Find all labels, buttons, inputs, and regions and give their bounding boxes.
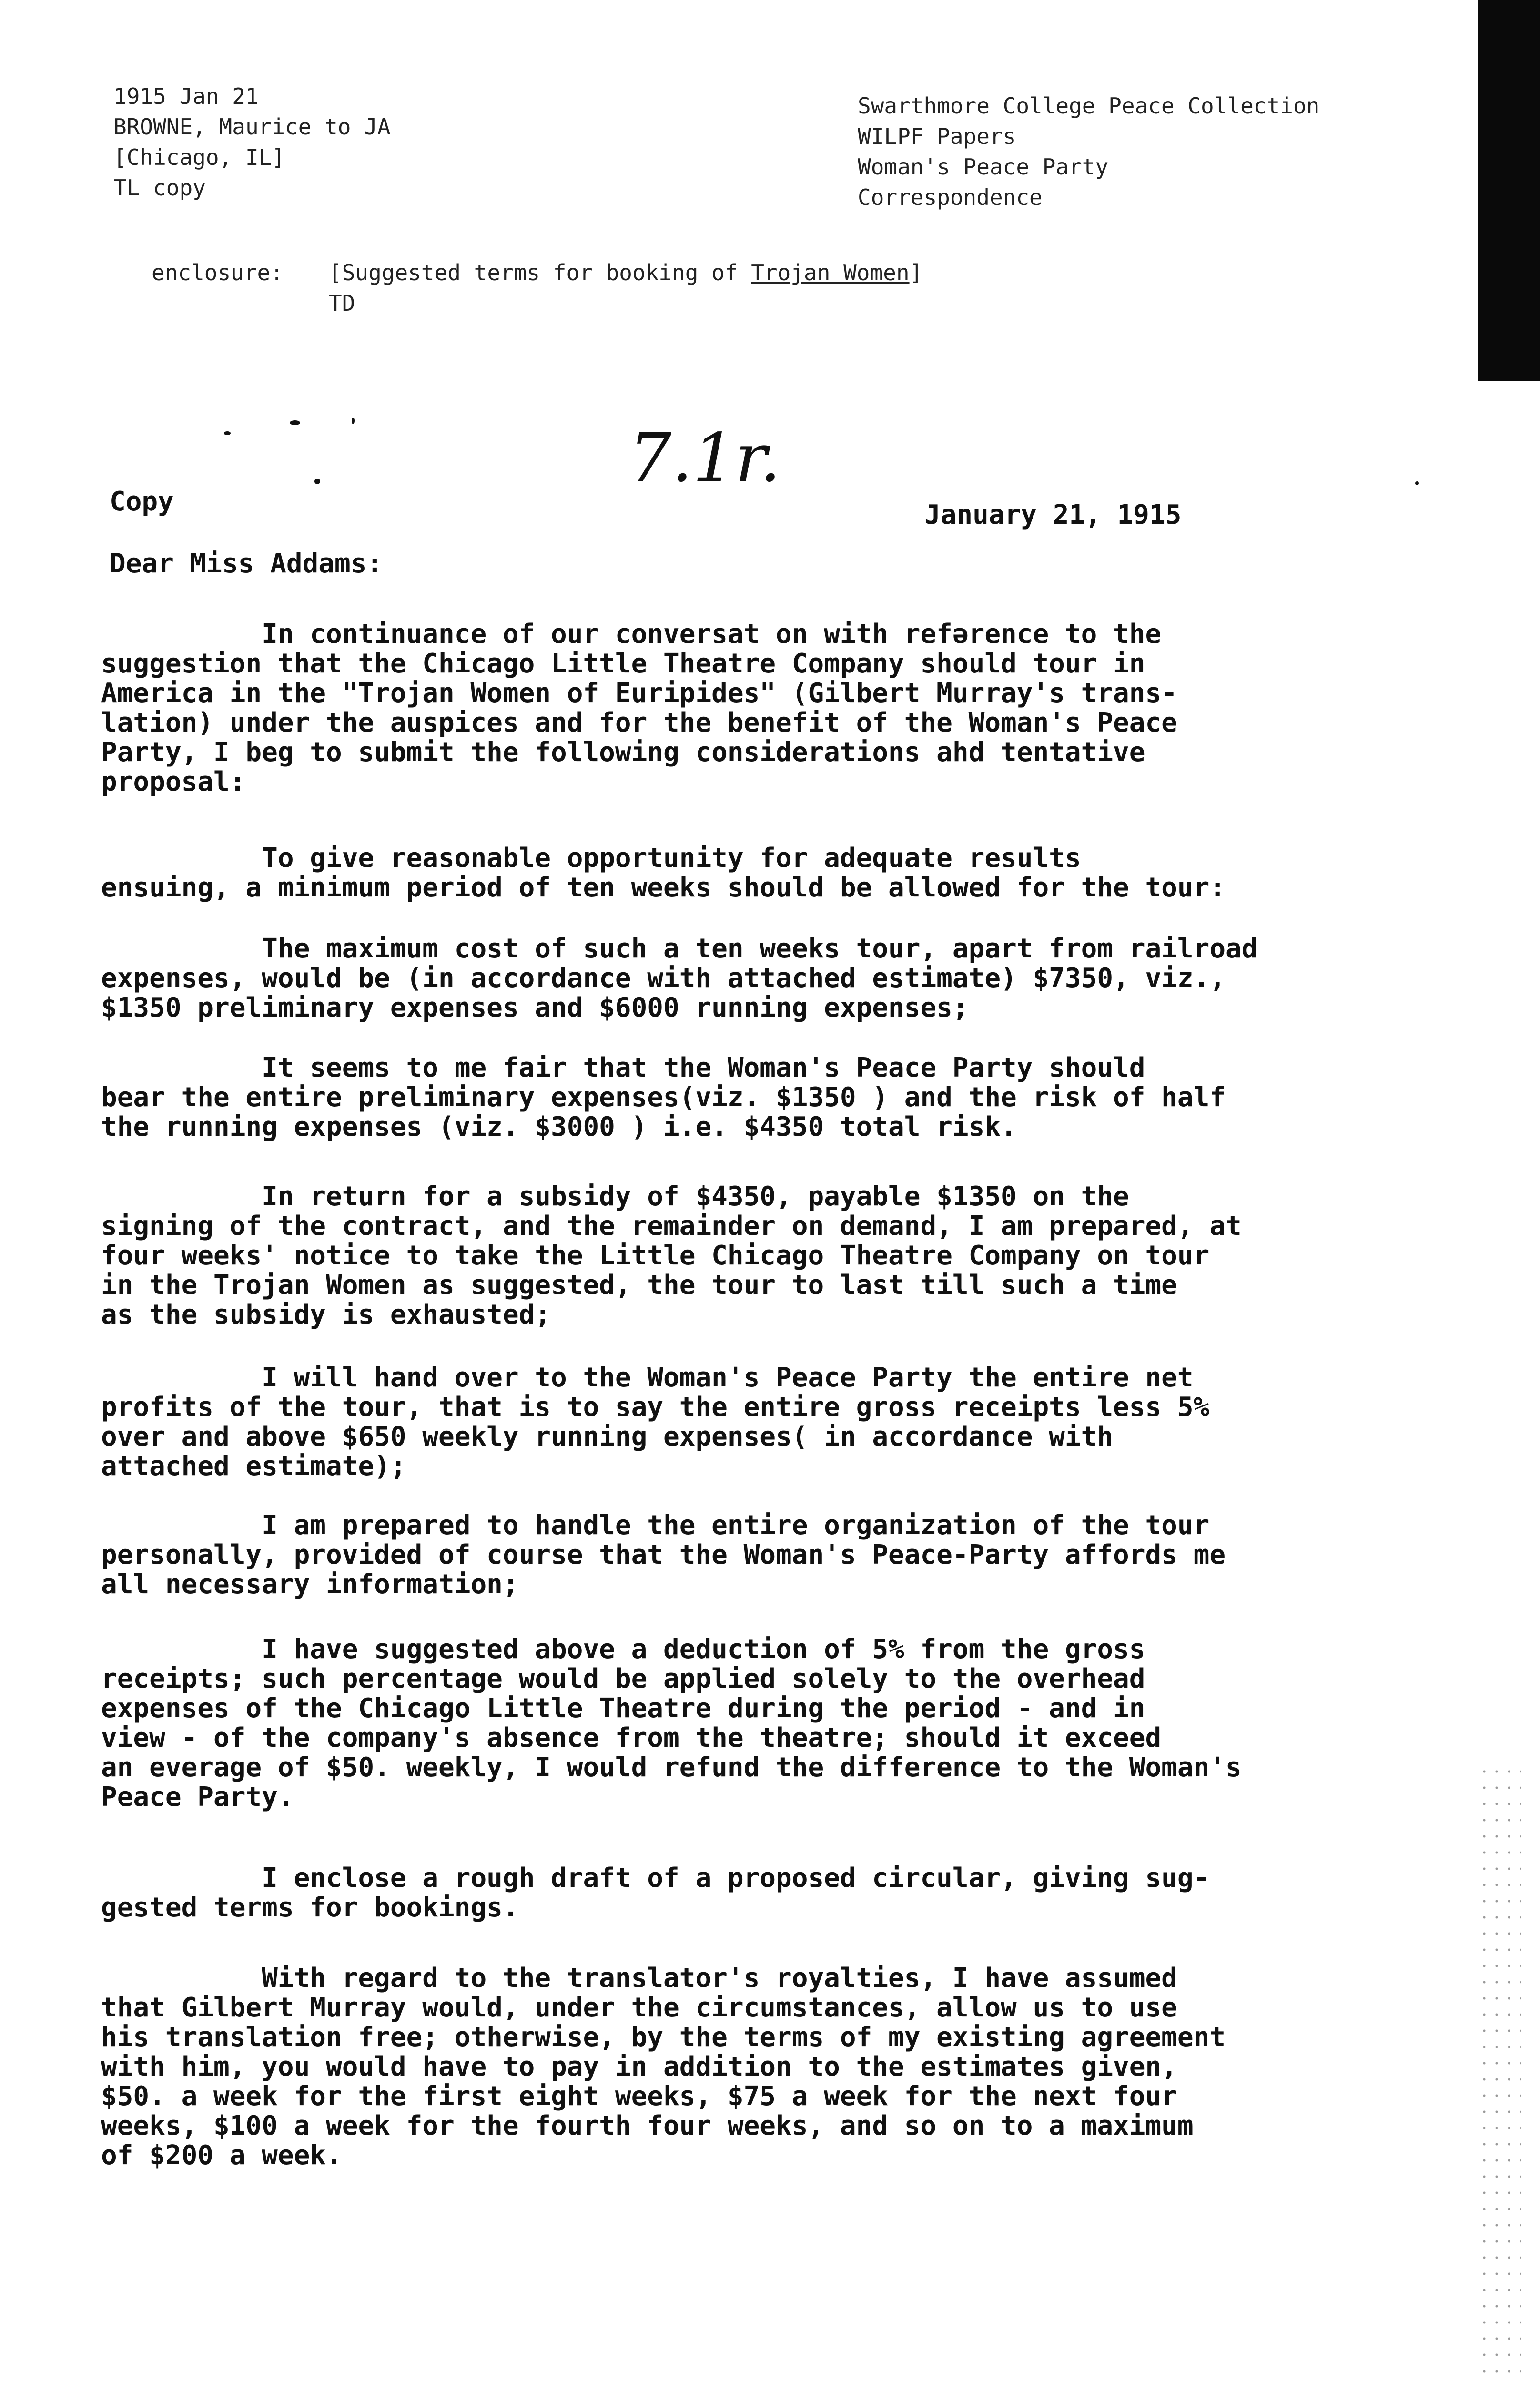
text-line: I am prepared to handle the entire organization of the tour (101, 1510, 1210, 1541)
scan-speck (290, 420, 300, 425)
paragraph-10 (101, 1964, 1397, 2170)
text-line: expenses of the Chicago Little Theatre during the period - and in (101, 1693, 1145, 1724)
text-line: $1350 preliminary expenses and $6000 running expenses; (101, 992, 969, 1023)
archive-organization: Woman's Peace Party (858, 154, 1109, 180)
paragraph-3 (101, 934, 1397, 1023)
scan-speck (1415, 481, 1419, 485)
enclosure-title: Trojan Women (751, 260, 910, 285)
text-line: bear the entire preliminary expenses(viz. $1350 ) and the risk of half (101, 1082, 1226, 1113)
text-line: view - of the company's absence from the theatre; should it exceed (101, 1722, 1162, 1753)
archive-correspondents: BROWNE, Maurice to JA (113, 114, 391, 140)
paragraph-7 (101, 1511, 1397, 1599)
text-line: over and above $650 weekly running expenses( in accordance with (101, 1421, 1114, 1452)
text-line: attached estimate); (101, 1451, 406, 1482)
enclosure-note (152, 257, 922, 318)
text-line: To give reasonable opportunity for adequate results (101, 843, 1081, 874)
archive-header-right (858, 91, 1319, 213)
enclosure-description: [Suggested terms for booking of Trojan Women] (329, 260, 923, 285)
text-line: lation) under the auspices and for the benefit of the Woman's Peace (101, 707, 1177, 738)
letter-date: January 21, 1915 (924, 499, 1182, 530)
text-line: profits of the tour, that is to say the entire gross receipts less 5% (101, 1392, 1210, 1423)
text-line: personally, provided of course that the Woman's Peace-Party affords me (101, 1539, 1226, 1570)
text-line: Party, I beg to submit the following considerations ahd tentative (101, 737, 1145, 768)
text-line: an everage of $50. weekly, I would refund the difference to the Woman's (101, 1752, 1242, 1783)
text-line: In return for a subsidy of $4350, payable $1350 on the (101, 1181, 1129, 1212)
archive-collection: Swarthmore College Peace Collection (858, 93, 1320, 119)
scan-noise (1478, 1763, 1521, 2383)
text-line: receipts; such percentage would be applied solely to the overhead (101, 1663, 1145, 1694)
text-line: With regard to the translator's royalties, I have assumed (101, 1963, 1177, 1994)
archive-date: 1915 Jan 21 (113, 83, 259, 109)
text-line: all necessary information; (101, 1569, 519, 1600)
text-line: signing of the contract, and the remainder on demand, I am prepared, at (101, 1211, 1242, 1242)
enclosure-label: enclosure: (152, 260, 284, 285)
scan-speck (352, 418, 355, 424)
text-line: suggestion that the Chicago Little Theatre Company should tour in (101, 648, 1145, 679)
paragraph-9 (101, 1864, 1397, 1923)
archive-place: [Chicago, IL] (113, 144, 285, 170)
paragraph-5 (101, 1182, 1397, 1330)
text-line: gested terms for bookings. (101, 1892, 519, 1923)
paragraph-1 (101, 620, 1397, 797)
paragraph-8 (101, 1635, 1397, 1812)
text-line: ensuing, a minimum period of ten weeks should be allowed for the tour: (101, 872, 1226, 903)
text-line: of $200 a week. (101, 2140, 342, 2171)
scan-speck (314, 479, 320, 484)
enclosure-type: TD (329, 290, 355, 316)
scan-edge-shadow (1478, 0, 1540, 381)
handwritten-annotation: 7.1r. (629, 419, 781, 497)
archive-header-left (113, 81, 391, 203)
text-line: $50. a week for the first eight weeks, $75 a week for the next four (101, 2081, 1177, 2112)
text-line: Peace Party. (101, 1782, 294, 1813)
text-line: in the Trojan Women as suggested, the tour to last till such a time (101, 1270, 1177, 1301)
text-line: America in the "Trojan Women of Euripides" (Gilbert Murray's trans- (101, 678, 1177, 709)
paragraph-4 (101, 1053, 1397, 1142)
text-line: In continuance of our conversat on with refərence to the (101, 619, 1162, 650)
text-line: I have suggested above a deduction of 5% from the gross (101, 1634, 1145, 1665)
scan-speck (224, 431, 231, 435)
text-line: It seems to me fair that the Woman's Peace Party should (101, 1052, 1145, 1083)
archive-papers: WILPF Papers (858, 123, 1016, 149)
archive-doc-type: TL copy (113, 175, 206, 201)
text-line: that Gilbert Murray would, under the circumstances, allow us to use (101, 1992, 1177, 2023)
text-line: his translation free; otherwise, by the terms of my existing agreement (101, 2022, 1226, 2053)
paragraph-2 (101, 844, 1397, 903)
text-line: weeks, $100 a week for the fourth four weeks, and so on to a maximum (101, 2110, 1194, 2141)
text-line: four weeks' notice to take the Little Chicago Theatre Company on tour (101, 1240, 1210, 1271)
text-line: I enclose a rough draft of a proposed circular, giving sug- (101, 1863, 1210, 1894)
text-line: the running expenses (viz. $3000 ) i.e. $4350 total risk. (101, 1111, 1017, 1142)
text-line: expenses, would be (in accordance with attached estimate) $7350, viz., (101, 963, 1226, 994)
text-line: as the subsidy is exhausted; (101, 1299, 551, 1330)
text-line: The maximum cost of such a ten weeks tour, apart from railroad (101, 933, 1258, 964)
text-line: I will hand over to the Woman's Peace Party the entire net (101, 1362, 1194, 1393)
archive-series: Correspondence (858, 184, 1043, 210)
paragraph-6 (101, 1363, 1397, 1481)
copy-label: Copy (110, 486, 174, 517)
salutation: Dear Miss Addams: (110, 548, 383, 579)
text-line: proposal: (101, 766, 246, 797)
text-line: with him, you would have to pay in addition to the estimates given, (101, 2051, 1177, 2082)
